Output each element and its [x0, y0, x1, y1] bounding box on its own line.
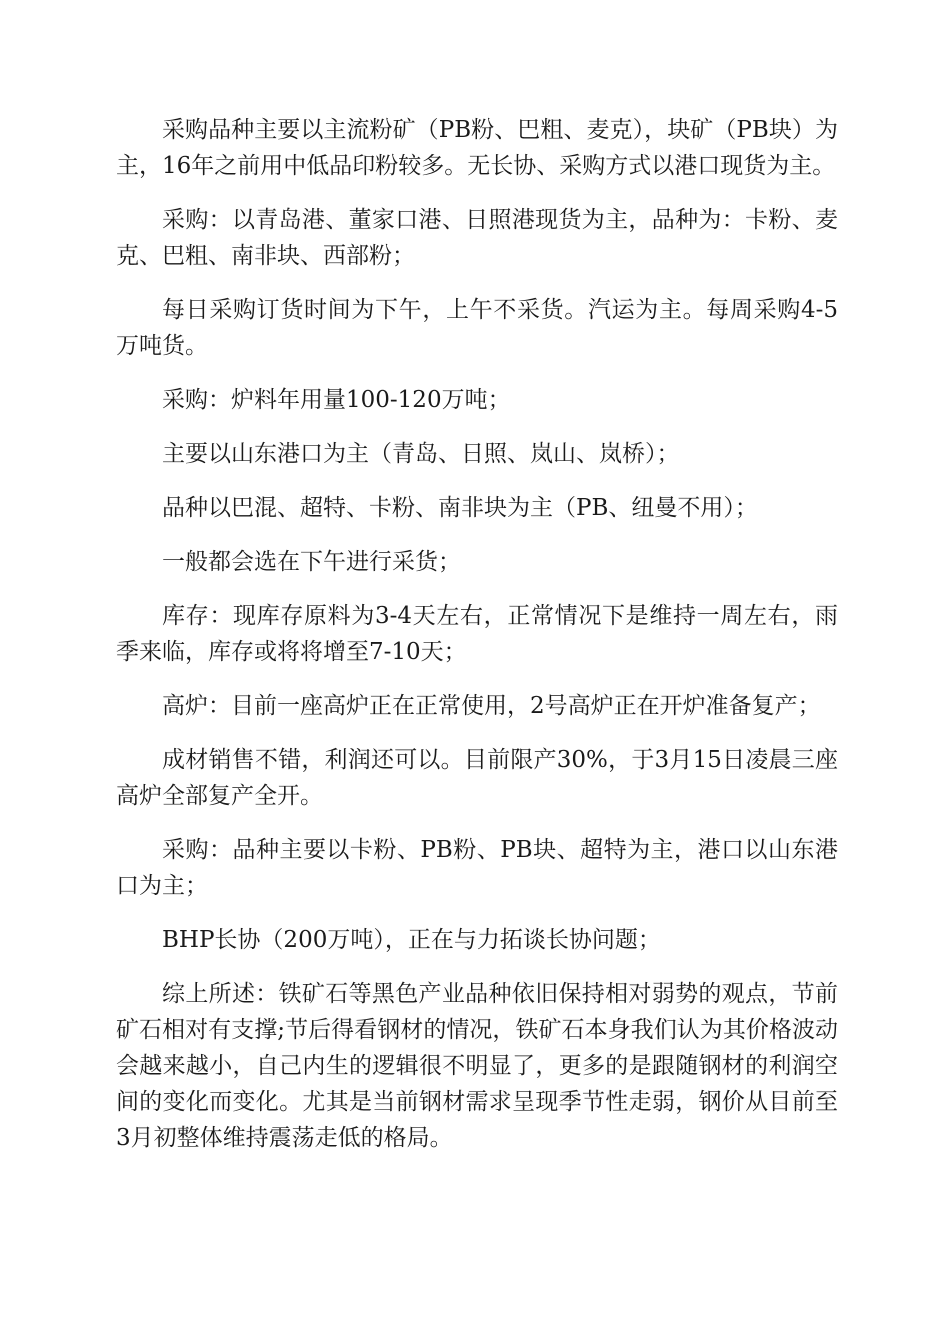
paragraph: 综上所述：铁矿石等黑色产业品种依旧保持相对弱势的观点，节前矿石相对有支撑;节后得看钢材的情况，铁矿石本身我们认为其价格波动会越来越小，自己内生的逻辑很不明显了，更多的是跟随钢材的利润空间的变化而变化。尤其是当前钢材需求呈现季节性走弱，钢价从目前至3月初整体维持震荡走低的格局。: [116, 981, 838, 1151]
paragraph: 主要以山东港口为主（青岛、日照、岚山、岚桥）；: [162, 441, 680, 467]
paragraph: 每日采购订货时间为下午，上午不采货。汽运为主。每周采购4-5万吨货。: [116, 297, 838, 359]
paragraph: 一般都会选在下午进行采货；: [162, 549, 461, 575]
paragraph: 品种以巴混、超特、卡粉、南非块为主（PB、纽曼不用）；: [162, 495, 758, 521]
document-body: [116, 112, 838, 1174]
paragraph: 采购品种主要以主流粉矿（PB粉、巴粗、麦克），块矿（PB块）为主，16年之前用中低品印粉较多。无长协、采购方式以港口现货为主。: [116, 117, 838, 179]
paragraph: 库存：现库存原料为3-4天左右，正常情况下是维持一周左右，雨季来临，库存或将将增至7-10天；: [116, 603, 838, 665]
paragraph: 采购：以青岛港、董家口港、日照港现货为主，品种为：卡粉、麦克、巴粗、南非块、西部粉；: [116, 207, 838, 269]
paragraph: 采购：炉料年用量100-120万吨；: [162, 387, 511, 413]
paragraph: 成材销售不错，利润还可以。目前限产30%，于3月15日凌晨三座高炉全部复产全开。: [116, 747, 838, 809]
paragraph: 高炉：目前一座高炉正在正常使用，2号高炉正在开炉准备复产；: [162, 693, 821, 719]
paragraph: BHP长协（200万吨），正在与力拓谈长协问题；: [162, 927, 661, 953]
paragraph: 采购：品种主要以卡粉、PB粉、PB块、超特为主，港口以山东港口为主；: [116, 837, 838, 899]
